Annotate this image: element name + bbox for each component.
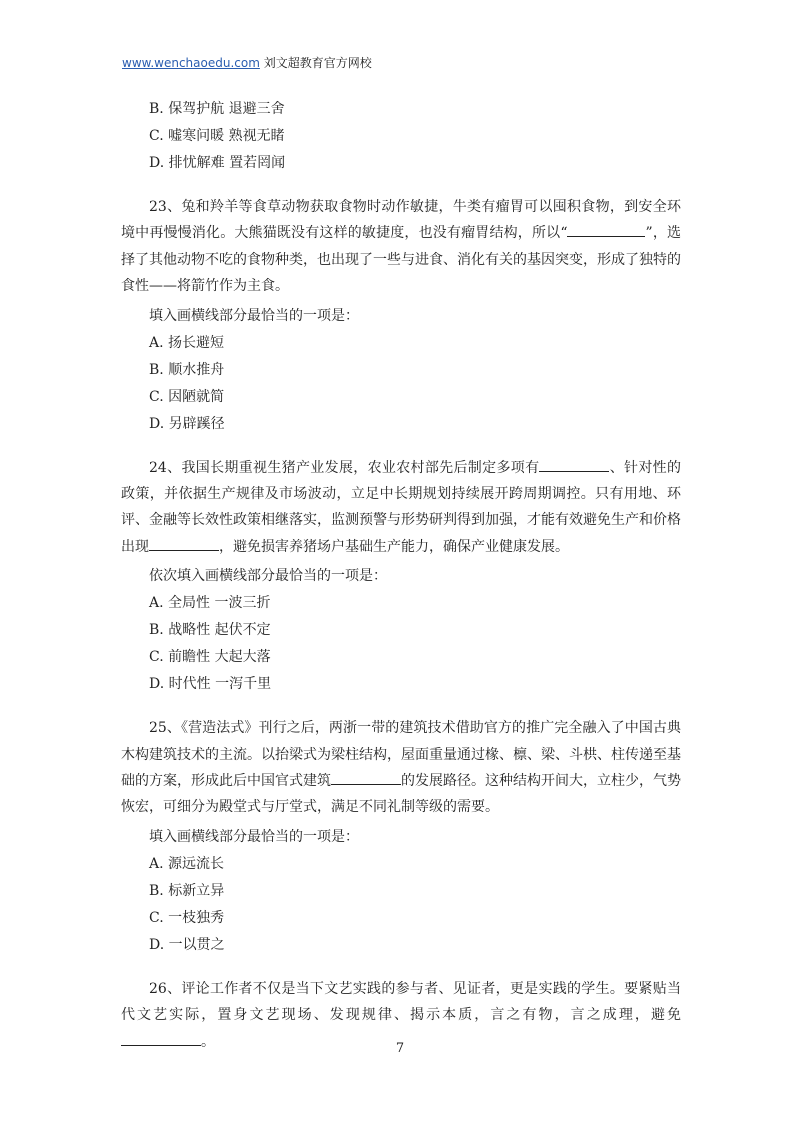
fill-blank	[331, 769, 401, 785]
option-a: A. 源远流长	[149, 855, 225, 872]
option-c: C. 嘘寒问暖 熟视无睹	[149, 128, 285, 144]
option-c: C. 一枝独秀	[149, 909, 225, 926]
question-24-text: 24、我国长期重视生猪产业发展，农业农村部先后制定多项有 、针对性的政策，并依据生产规律及市场波动，立足中长期规划持续展开跨周期调控。只有用地、环评、金融等长效性政策相继落实，监测预警与形势研判得到加强，才能有效避免生产和价格出现 ，避免损害养猪场户基础生产能力，确保产业健康发展。	[121, 455, 681, 561]
question-22-options	[121, 96, 681, 177]
question-25-text: 25、《营造法式》刊行之后，两浙一带的建筑技术借助官方的推广完全融入了中国古典木构建筑技术的主流。以抬梁式为梁柱结构，屋面重量通过椽、檩、梁、斗栱、柱传递至基础的方案，形成此后中国官式建筑 的发展路径。这种结构开间大，立柱少，气势恢宏，可细分为殿堂式与厅堂式，满足不同礼制等级的需要。	[121, 720, 681, 816]
site-name: 刘文超教育官方网校	[263, 56, 372, 70]
question-23-instruction: 填入画横线部分最恰当的一项是：	[149, 307, 359, 324]
option-b: B. 顺水推舟	[149, 361, 225, 378]
question-25	[121, 715, 681, 959]
fill-blank	[149, 535, 219, 551]
option-c: C. 前瞻性 大起大落	[149, 649, 271, 666]
document-body	[121, 96, 681, 1055]
option-b: B. 战略性 起伏不定	[149, 622, 271, 639]
page-number: 7	[395, 1041, 405, 1056]
fill-blank	[567, 221, 645, 237]
question-23-text: 23、兔和羚羊等食草动物获取食物时动作敏捷，牛类有瘤胃可以囤积食物，到安全环境中再慢慢消化。大熊猫既没有这样的敏捷度，也没有瘤胃结构，所以“ ”，选择了其他动物不吃的食物种类，也出现了一些与进食、消化有关的基因突变，形成了独特的食性——将箭竹作为主食。	[121, 199, 681, 295]
option-a: A. 扬长避短	[149, 334, 225, 351]
site-url-link[interactable]: www.wenchaoedu.com	[122, 56, 260, 70]
option-d: D. 另辟蹊径	[149, 415, 225, 432]
option-b: B. 保驾护航 退避三舍	[149, 101, 285, 117]
question-26-text: 26、评论工作者不仅是当下文艺实践的参与者、见证者，更是实践的学生。要紧贴当代文艺实际，置身文艺现场、发现规律、揭示本质，言之有物，言之成理，避免。	[121, 980, 681, 1050]
question-24	[121, 455, 681, 699]
option-b: B. 标新立异	[149, 882, 225, 899]
option-d: D. 排忧解难 置若罔闻	[149, 155, 286, 171]
question-25-instruction: 填入画横线部分最恰当的一项是：	[149, 828, 359, 845]
question-24-instruction: 依次填入画横线部分最恰当的一项是：	[149, 568, 387, 585]
fill-blank	[539, 456, 609, 472]
option-a: A. 全局性 一波三折	[149, 595, 271, 612]
option-c: C. 因陋就简	[149, 388, 225, 405]
page-header	[122, 54, 372, 71]
question-23	[121, 194, 681, 438]
option-d: D. 时代性 一泻千里	[149, 676, 272, 693]
option-d: D. 一以贯之	[149, 936, 225, 953]
